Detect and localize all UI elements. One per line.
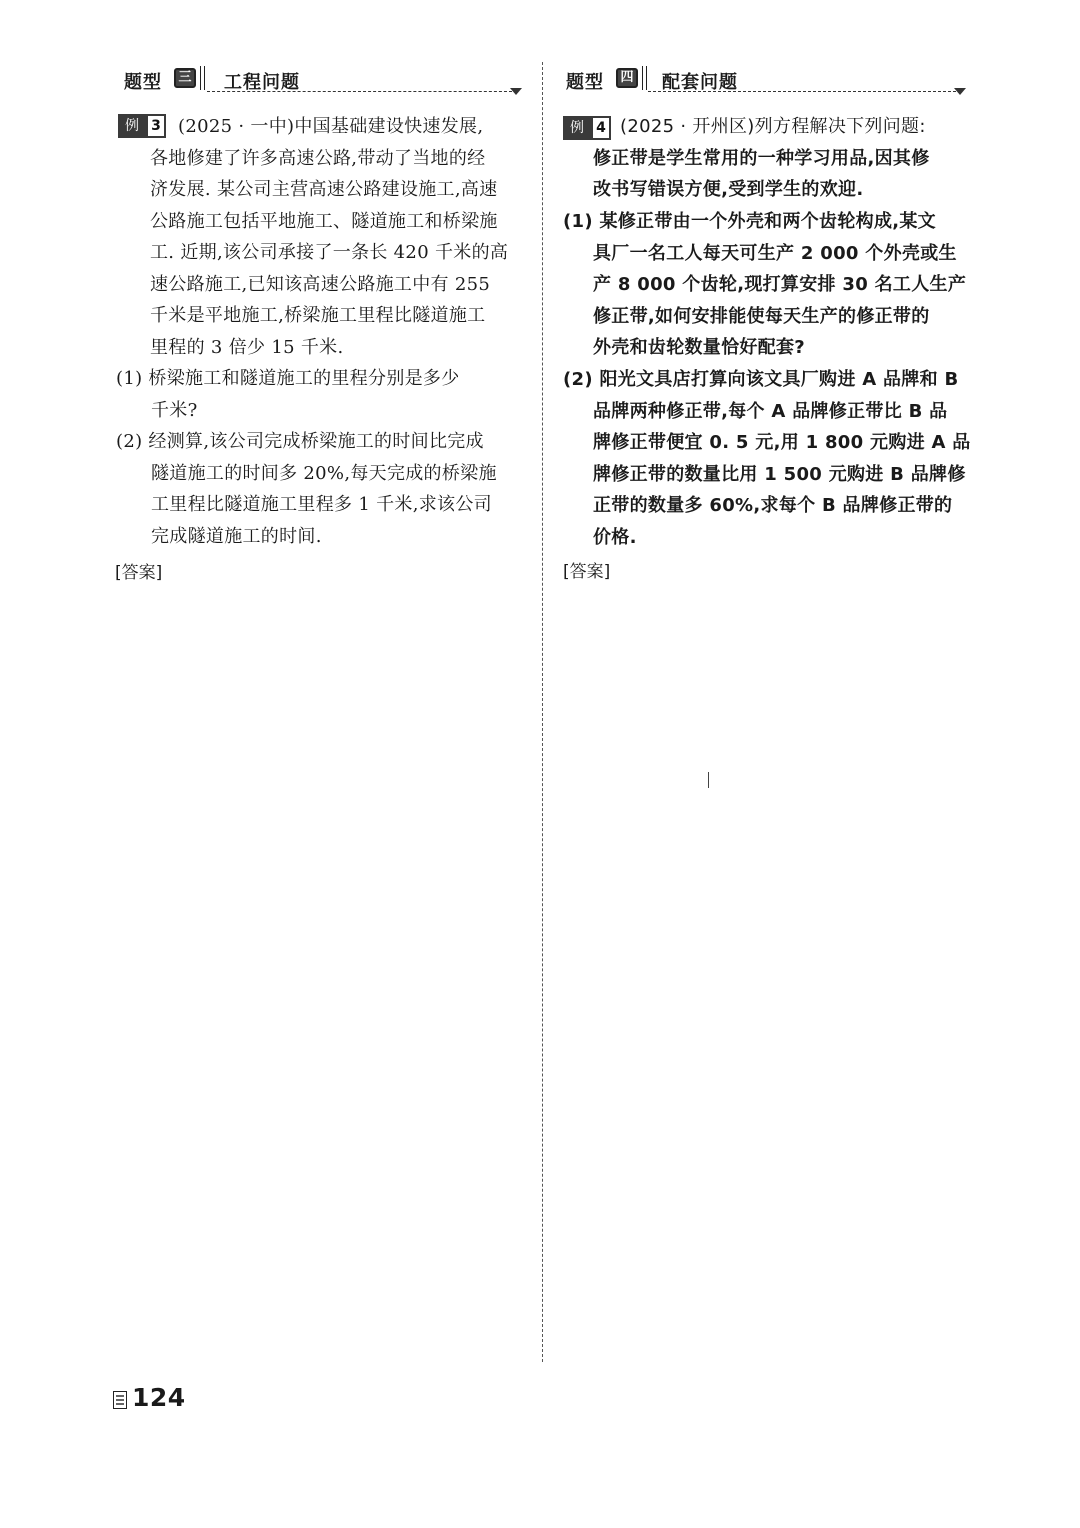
section-header-engineering: [112, 62, 527, 98]
stray-pen-mark: [708, 772, 709, 788]
stem-line: 千米是平地施工,桥梁施工里程比隧道施工: [150, 305, 486, 326]
page-number: 124: [132, 1383, 186, 1412]
question-line: 牌修正带的数量比用 1 500 元购进 B 品牌修: [593, 463, 966, 485]
question-line: 完成隧道施工的时间.: [151, 525, 322, 547]
question-1: [563, 206, 966, 364]
example-4-badge: [563, 116, 611, 140]
stem-line: 改书写错误方便,受到学生的欢迎.: [593, 179, 864, 200]
section-number-badge: 三: [174, 68, 196, 88]
section-title: 工程问题: [224, 72, 300, 93]
answer-label: [答案]: [115, 563, 163, 583]
question-line: 产 8 000 个齿轮,现打算安排 30 名工人生产: [593, 274, 967, 295]
example-number: 3: [146, 114, 166, 138]
right-column: [560, 62, 970, 98]
question-2: [563, 364, 971, 553]
stem-line: 各地修建了许多高速公路,带动了当地的经: [150, 147, 486, 169]
question-line: 千米?: [151, 399, 198, 421]
section-number-badge: 四: [616, 68, 638, 88]
stem-line: (2025 · 一中)中国基础建设快速发展,: [178, 116, 484, 137]
stem-line: 速公路施工,已知该高速公路施工中有 255: [150, 273, 491, 295]
question-line: 牌修正带便宜 0. 5 元,用 1 800 元购进 A 品: [593, 432, 971, 453]
example-3-stem-first: [178, 111, 483, 143]
section-underline: [648, 91, 956, 92]
question-line: (2) 阳光文具店打算向该文具厂购进 A 品牌和 B: [563, 369, 959, 390]
arrow-down-icon: [954, 88, 966, 95]
book-tab-icon: [113, 1391, 127, 1409]
stem-line: 公路施工包括平地施工、隧道施工和桥梁施: [150, 210, 498, 232]
section-header-matching: [560, 62, 970, 98]
question-line: 修正带,如何安排能使每天生产的修正带的: [593, 305, 930, 327]
question-line: 工里程比隧道施工里程多 1 千米,求该公司: [151, 494, 492, 515]
question-line: 品牌两种修正带,每个 A 品牌修正带比 B 品: [593, 400, 948, 422]
question-2: [116, 426, 497, 552]
example-label: 例: [563, 116, 591, 140]
question-line: (1) 某修正带由一个外壳和两个齿轮构成,某文: [563, 211, 936, 232]
section-type-label: 题型: [124, 72, 162, 93]
arrow-down-icon: [510, 88, 522, 95]
question-line: 价格.: [593, 526, 637, 548]
question-line: 外壳和齿轮数量恰好配套?: [593, 337, 806, 358]
section-underline: [207, 91, 512, 92]
example-3-badge: [118, 114, 166, 138]
section-divider-bars: [200, 66, 205, 90]
column-divider: [542, 62, 543, 1362]
section-type-label: 题型: [566, 72, 604, 93]
example-label: 例: [118, 114, 146, 138]
section-title: 配套问题: [662, 72, 738, 93]
question-line: 正带的数量多 60%,求每个 B 品牌修正带的: [593, 495, 953, 516]
question-line: (1) 桥梁施工和隧道施工的里程分别是多少: [116, 368, 460, 389]
stem-line: 里程的 3 倍少 15 千米.: [150, 336, 344, 358]
stem-line: (2025 · 开州区)列方程解决下列问题:: [620, 116, 926, 137]
stem-line: 济发展. 某公司主营高速公路建设施工,高速: [150, 179, 498, 200]
question-line: 隧道施工的时间多 20%,每天完成的桥梁施: [151, 462, 497, 484]
example-4-stem: [593, 143, 930, 206]
answer-label: [答案]: [563, 562, 611, 582]
section-divider-bars: [642, 66, 647, 90]
question-line: (2) 经测算,该公司完成桥梁施工的时间比完成: [116, 431, 484, 452]
example-3-stem: [150, 143, 508, 364]
stem-line: 工. 近期,该公司承接了一条长 420 千米的高: [150, 242, 509, 263]
question-line: 具厂一名工人每天可生产 2 000 个外壳或生: [593, 242, 957, 264]
left-column: [112, 62, 527, 98]
example-4-stem-first: [620, 111, 926, 143]
question-1: [116, 363, 460, 426]
stem-line: 修正带是学生常用的一种学习用品,因其修: [593, 147, 930, 169]
example-number: 4: [591, 116, 611, 140]
